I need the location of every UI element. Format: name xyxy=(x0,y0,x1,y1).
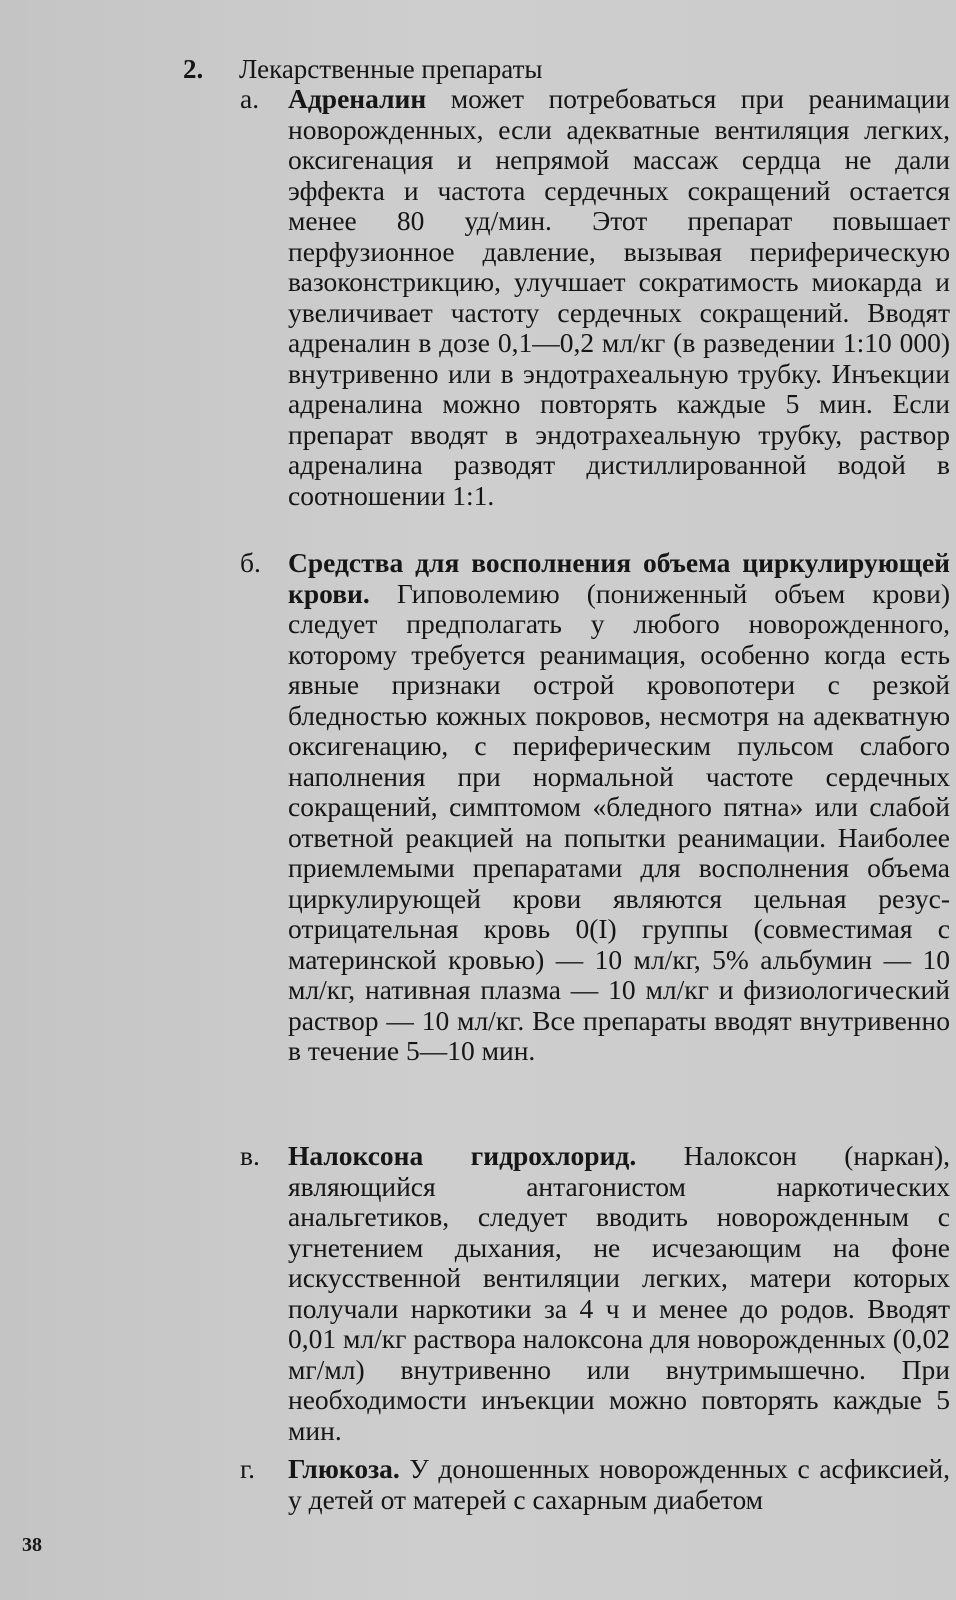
list-item-letter: а. xyxy=(240,83,260,114)
list-item-volume-expanders xyxy=(240,548,952,1067)
list-item-term: Налоксона гидрохлорид. xyxy=(288,1140,637,1171)
list-item-body: Гиповолемию (пониженный объем крови) следует предполагать у любого новорожденного, которому требуется реанимация, особенно когда есть явные признаки острой кровопотери с резкой бледностью кожных покровов, несмотря на адекватную оксигенацию, с периферическим пульсом слабого наполнения при нормальной частоте сердечных сокращений, симптомом «бледного пятна» или слабой ответной реакцией на попытки реанимации. Наиболее приемлемыми препаратами для восполнения объема циркулирующей крови являются цельная резус-отрицательная кровь 0(I) группы (совместимая с материнской кровью) — 10 мл/кг, 5% альбумин — 10 мл/кг, нативная плазма — 10 мл/кг и физиологический раствор — 10 мл/кг. Все препараты вводят внутривенно в течение 5—10 мин. xyxy=(288,577,950,1066)
list-item-naloxone xyxy=(240,1141,952,1446)
section-title: Лекарственные препараты xyxy=(239,54,543,84)
list-item-term: Глюкоза. xyxy=(288,1453,400,1484)
list-item-body: У доношенных новорожденных с асфиксией, у детей от матерей с сахарным диабетом xyxy=(288,1453,950,1515)
list-item-letter: г. xyxy=(240,1453,256,1484)
list-item-text xyxy=(288,1454,950,1515)
list-item-text xyxy=(288,1141,950,1446)
list-item-term: Средства для восполнения объема циркулирующей крови. xyxy=(288,547,950,609)
list-item-text xyxy=(288,84,950,511)
list-item-adrenaline xyxy=(240,84,952,511)
section-heading xyxy=(183,52,543,86)
page-number: 38 xyxy=(22,1534,42,1556)
list-item-term: Адреналин xyxy=(288,83,427,114)
list-item-letter: в. xyxy=(240,1140,260,1171)
list-item-letter: б. xyxy=(240,547,261,578)
section-number: 2. xyxy=(183,54,204,84)
list-item-body: Налоксон (наркан), являющийся антагонистом наркотических анальгетиков, следует вводить новорожденным с угнетением дыхания, не исчезающим на фоне искусственной вентиляции легких, матери которых получали наркотики за 4 ч и менее до родов. Вводят 0,01 мл/кг раствора налоксона для новорожденных (0,02 мг/мл) внутривенно или внутримышечно. При необходимости инъекции можно повторять каждые 5 мин. xyxy=(288,1140,950,1446)
list-item-body: может потребоваться при реанимации новорожденных, если адекватные вентиляция легких, оксигенация и непрямой массаж сердца не дали эффекта и частота сердечных сокращений остается менее 80 уд/мин. Этот препарат повышает перфузионное давление, вызывая периферическую вазоконстрикцию, улучшает сократимость миокарда и увеличивает частоту сердечных сокращений. Вводят адреналин в дозе 0,1—0,2 мл/кг (в разведении 1:10 000) внутривенно или в эндотрахеальную трубку. Инъекции адреналина можно повторять каждые 5 мин. Если препарат вводят в эндотрахеальную трубку, раствор адреналина разводят дистиллированной водой в соотношении 1:1. xyxy=(288,83,950,511)
list-item-glucose xyxy=(240,1454,952,1515)
list-item-text xyxy=(288,548,950,1067)
